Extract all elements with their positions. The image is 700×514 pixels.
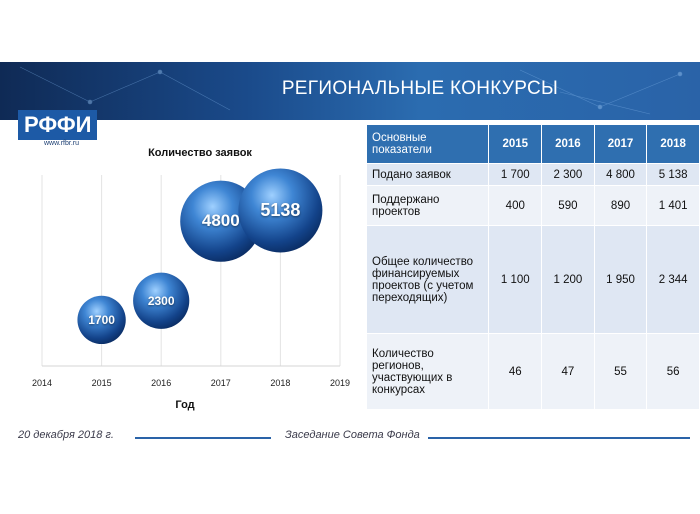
footer-line (428, 437, 690, 439)
year-header: 2016 (542, 125, 595, 164)
table-header-row (367, 125, 700, 164)
row-label: Подано заявок (367, 164, 489, 186)
table-cell: 1 950 (594, 226, 647, 334)
table-cell: 400 (489, 186, 542, 226)
table-cell: 46 (489, 334, 542, 410)
table-cell: 1 100 (489, 226, 542, 334)
x-axis-label: Год (175, 399, 195, 411)
table-cell: 4 800 (594, 164, 647, 186)
footer-meeting: Заседание Совета Фонда (285, 429, 420, 441)
x-tick-label: 2015 (91, 378, 112, 388)
table-cell: 47 (542, 334, 595, 410)
row-label: Поддержано проектов (367, 186, 489, 226)
bubble-value-label: 4800 (201, 211, 240, 230)
bubble-value-label: 5138 (260, 199, 301, 220)
x-tick-label: 2016 (151, 378, 172, 388)
table-header-label: Основные показатели (367, 125, 489, 164)
table-cell: 5 138 (647, 164, 700, 186)
chart-title: Количество заявок (148, 147, 252, 159)
footer-line (135, 437, 271, 439)
logo-text: РФФИ (18, 110, 97, 140)
table-cell: 590 (542, 186, 595, 226)
year-header: 2015 (489, 125, 542, 164)
table-row (367, 164, 700, 186)
page-title: РЕГИОНАЛЬНЫЕ КОНКУРСЫ (281, 78, 559, 99)
table-cell: 1 700 (489, 164, 542, 186)
year-header: 2017 (594, 125, 647, 164)
row-label: Количество регионов, участвующих в конкурсах (367, 334, 489, 410)
row-label: Общее количество финансируемых проектов (с учетом переходящих) (367, 226, 489, 334)
bubble-value-label: 2300 (147, 293, 175, 308)
x-tick-label: 2014 (31, 378, 53, 388)
table-cell: 1 401 (647, 186, 700, 226)
table-cell: 56 (647, 334, 700, 410)
table-cell: 55 (594, 334, 647, 410)
table-cell: 2 300 (542, 164, 595, 186)
stats-table (366, 124, 700, 410)
logo-url: www.rfbr.ru (44, 140, 80, 147)
x-tick-label: 2018 (270, 378, 291, 388)
table-row (367, 334, 700, 410)
table-row (367, 186, 700, 226)
footer-date: 20 декабря 2018 г. (18, 429, 114, 441)
table-cell: 2 344 (647, 226, 700, 334)
x-tick-label: 2017 (210, 378, 231, 388)
x-tick-label: 2019 (329, 378, 351, 388)
bubble-value-label: 1700 (88, 312, 115, 327)
year-header: 2018 (647, 125, 700, 164)
table-cell: 890 (594, 186, 647, 226)
table-cell: 1 200 (542, 226, 595, 334)
table-row (367, 226, 700, 334)
